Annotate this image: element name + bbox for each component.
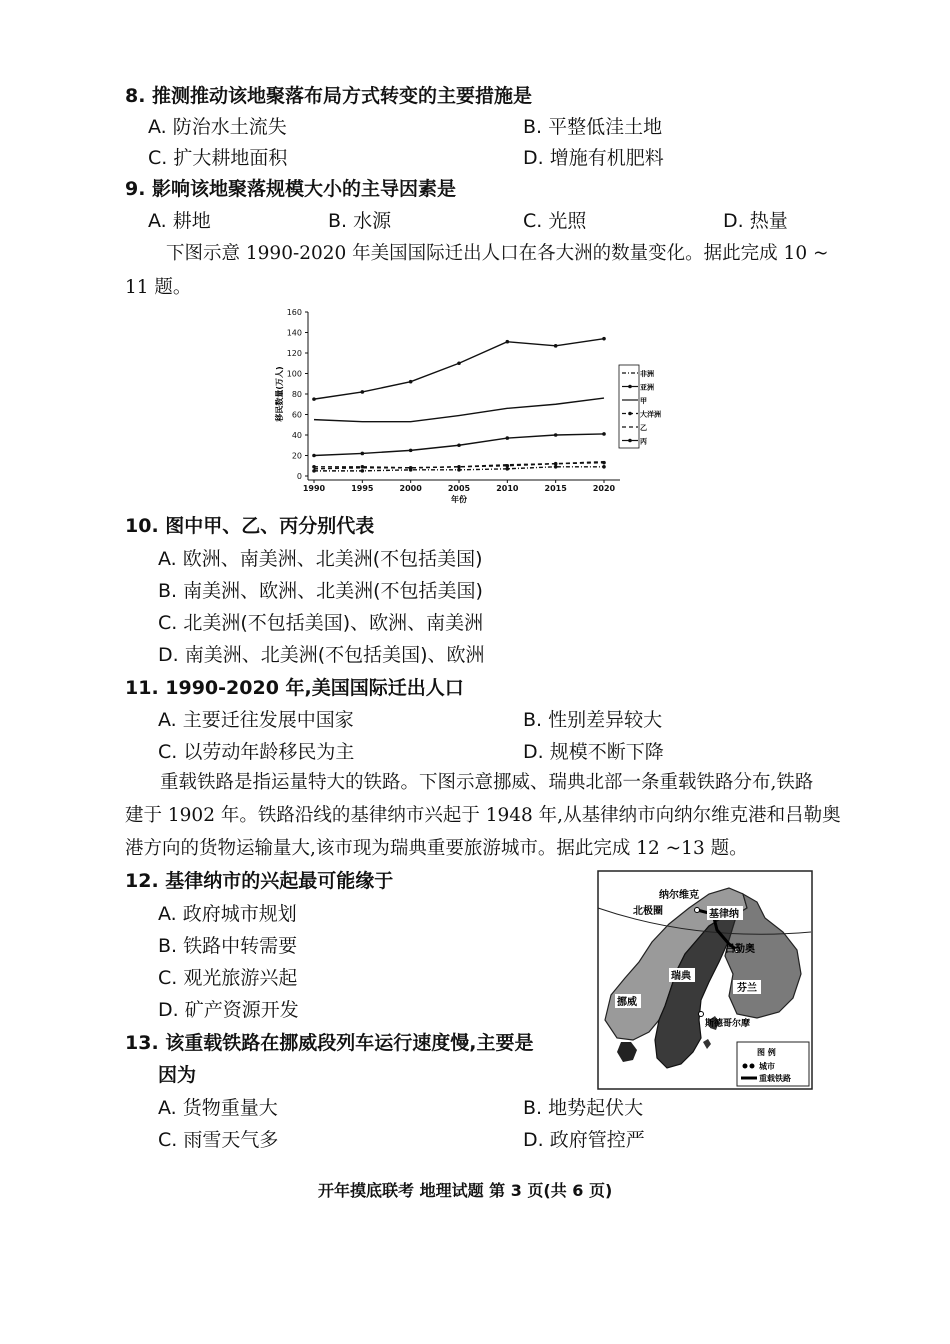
series-line-亚洲 xyxy=(314,339,604,399)
data-point xyxy=(312,397,316,401)
q13-option-c[interactable]: C. 雨雪天气多 xyxy=(158,1129,279,1151)
q11-option-d[interactable]: D. 规模不断下降 xyxy=(523,741,664,763)
q12-option-a[interactable]: A. 政府城市规划 xyxy=(158,903,297,925)
scandinavia-railway-map xyxy=(597,870,813,1090)
x-tick-label: 1995 xyxy=(351,484,374,493)
q11-option-b[interactable]: B. 性别差异较大 xyxy=(523,709,663,731)
q13-stem-line2: 因为 xyxy=(158,1064,197,1086)
y-tick-label: 20 xyxy=(291,451,302,461)
data-point xyxy=(409,466,413,470)
city-stockholm xyxy=(699,1012,704,1017)
q10-option-a[interactable]: A. 欧洲、南美洲、北美洲(不包括美国) xyxy=(158,548,483,570)
q9-stem: 9. 影响该地聚落规模大小的主导因素是 xyxy=(125,178,457,200)
intro1-line2: 11 题。 xyxy=(125,277,192,298)
x-tick-label: 2000 xyxy=(399,484,422,493)
data-point xyxy=(361,390,365,394)
legend-box xyxy=(619,365,639,448)
label-narvik: 纳尔维克 xyxy=(659,890,699,901)
data-point xyxy=(554,433,558,437)
y-tick-label: 60 xyxy=(291,410,302,420)
label-arctic-circle: 北极圈 xyxy=(633,906,663,917)
intro2-line2: 建于 1902 年。铁路沿线的基律纳市兴起于 1948 年,从基律纳市向纳尔维克港和吕勒奥 xyxy=(125,805,841,826)
q12-option-c[interactable]: C. 观光旅游兴起 xyxy=(158,967,298,989)
legend-label-乙: 乙 xyxy=(640,424,647,432)
data-point xyxy=(312,454,316,458)
y-tick-label: 160 xyxy=(286,308,302,317)
series-line-甲 xyxy=(314,398,604,422)
y-tick-label: 80 xyxy=(291,390,302,399)
q10-stem: 10. 图中甲、乙、丙分别代表 xyxy=(125,515,375,537)
legend-label-丙: 丙 xyxy=(640,437,647,446)
data-point xyxy=(457,443,461,447)
data-point xyxy=(602,432,606,436)
y-tick-label: 100 xyxy=(286,369,302,379)
page-footer: 开年摸底联考 地理试题 第 3 页(共 6 页) xyxy=(318,1181,613,1200)
x-tick-label: 2005 xyxy=(447,484,471,493)
intro2-line3: 港方向的货物运输量大,该市现为瑞典重要旅游城市。据此完成 12 ~13 题。 xyxy=(125,838,748,859)
q13-option-d[interactable]: D. 政府管控严 xyxy=(523,1129,645,1151)
y-axis-label: 移民数量(万人) xyxy=(275,366,284,422)
q9-option-c[interactable]: C. 光照 xyxy=(523,210,587,232)
x-tick-label: 2020 xyxy=(592,484,616,493)
x-axis-label: 年份 xyxy=(451,495,467,504)
label-norway: 挪威 xyxy=(617,997,637,1008)
legend-marker xyxy=(628,439,632,443)
y-tick-label: 40 xyxy=(291,431,302,440)
data-point xyxy=(409,380,413,384)
q9-option-b[interactable]: B. 水源 xyxy=(328,210,392,232)
q12-option-d[interactable]: D. 矿产资源开发 xyxy=(158,999,299,1021)
legend-label-甲: 甲 xyxy=(640,397,647,405)
legend-marker xyxy=(628,412,632,416)
label-finland: 芬兰 xyxy=(737,983,757,994)
q8-option-b[interactable]: B. 平整低洼土地 xyxy=(523,116,663,138)
data-point xyxy=(409,449,413,453)
data-point xyxy=(506,467,510,471)
data-point xyxy=(602,465,606,469)
y-tick-label: 140 xyxy=(286,328,302,338)
label-lulea: 吕勒奥 xyxy=(725,944,755,955)
migration-line-chart xyxy=(270,302,661,510)
q12-stem: 12. 基律纳市的兴起最可能缘于 xyxy=(125,870,394,892)
q13-option-b[interactable]: B. 地势起伏大 xyxy=(523,1097,644,1119)
x-tick-label: 1990 xyxy=(302,484,326,493)
y-tick-label: 120 xyxy=(286,349,302,358)
label-stockholm: 斯德哥尔摩 xyxy=(705,1019,751,1029)
x-tick-label: 2010 xyxy=(496,484,519,493)
q13-option-a[interactable]: A. 货物重量大 xyxy=(158,1097,278,1119)
data-point xyxy=(361,469,365,473)
legend-city: 城市 xyxy=(759,1062,775,1071)
y-tick-label: 0 xyxy=(296,472,302,481)
q8-stem: 8. 推测推动该地聚落布局方式转变的主要措施是 xyxy=(125,85,533,107)
q9-option-a[interactable]: A. 耕地 xyxy=(148,210,211,232)
data-point xyxy=(506,340,510,344)
data-point xyxy=(554,344,558,348)
intro2-line1: 重载铁路是指运量特大的铁路。下图示意挪威、瑞典北部一条重载铁路分布,铁路 xyxy=(160,772,814,793)
legend-label-亚洲: 亚洲 xyxy=(640,383,654,392)
q10-option-b[interactable]: B. 南美洲、欧洲、北美洲(不包括美国) xyxy=(158,580,483,602)
label-kiruna: 基律纳 xyxy=(709,909,739,920)
legend-label-大洋洲: 大洋洲 xyxy=(640,410,661,419)
q8-option-c[interactable]: C. 扩大耕地面积 xyxy=(148,147,288,169)
city-narvik xyxy=(695,908,700,913)
data-point xyxy=(361,452,365,456)
data-point xyxy=(312,469,316,473)
legend-title: 图 例 xyxy=(757,1048,776,1057)
legend-marker xyxy=(628,385,632,389)
q8-option-d[interactable]: D. 增施有机肥料 xyxy=(523,147,664,169)
q11-option-c[interactable]: C. 以劳动年龄移民为主 xyxy=(158,741,355,763)
q8-option-a[interactable]: A. 防治水土流失 xyxy=(148,116,287,138)
legend-label-非洲: 非洲 xyxy=(640,370,654,378)
data-point xyxy=(312,465,316,469)
q10-option-c[interactable]: C. 北美洲(不包括美国)、欧洲、南美洲 xyxy=(158,612,484,634)
data-point xyxy=(506,436,510,440)
legend-railway: 重载铁路 xyxy=(759,1074,791,1083)
q12-option-b[interactable]: B. 铁路中转需要 xyxy=(158,935,298,957)
q11-stem: 11. 1990-2020 年,美国国际迁出人口 xyxy=(125,677,464,699)
q11-option-a[interactable]: A. 主要迁往发展中国家 xyxy=(158,709,354,731)
data-point xyxy=(457,361,461,365)
label-sweden: 瑞典 xyxy=(671,971,691,982)
q9-option-d[interactable]: D. 热量 xyxy=(723,210,788,232)
data-point xyxy=(554,465,558,469)
q10-option-d[interactable]: D. 南美洲、北美洲(不包括美国)、欧洲 xyxy=(158,644,485,666)
x-tick-label: 2015 xyxy=(544,484,567,493)
intro1-line1: 下图示意 1990-2020 年美国国际迁出人口在各大洲的数量变化。据此完成 10 ~ xyxy=(166,243,829,264)
data-point xyxy=(602,337,606,341)
q13-stem-line1: 13. 该重载铁路在挪威段列车运行速度慢,主要是 xyxy=(125,1032,534,1054)
data-point xyxy=(457,468,461,472)
